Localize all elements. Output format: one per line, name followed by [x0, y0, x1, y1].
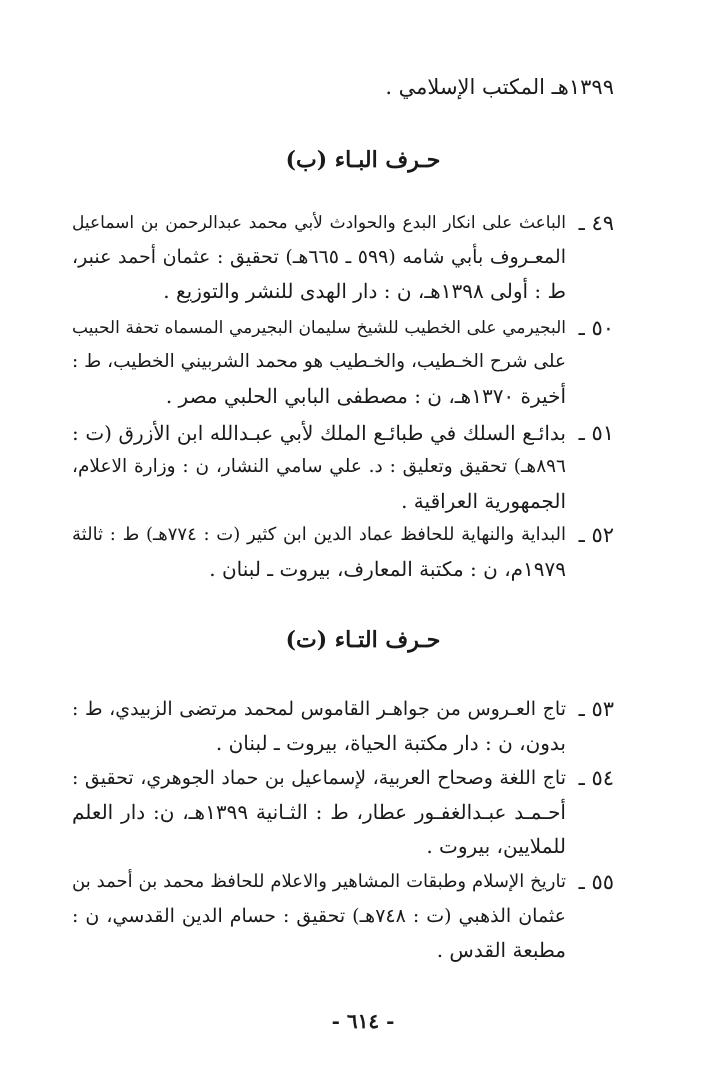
entry-line: تاريخ الإسلام وطبقات المشاهير والاعلام للحافظ محمد بن أحمد بن — [72, 871, 566, 892]
entry-number: ٤٩ ـ — [578, 211, 614, 235]
entry-line: البجيرمي على الخطيب للشيخ سليمان البجيرمي المسماه تحفة الحبيب — [72, 318, 566, 338]
page-number: - ٦١٤ - — [331, 1009, 395, 1033]
entry-number: ٥٢ ـ — [578, 523, 614, 547]
entry-line: تاج العـروس من جواهـر القاموس لمحمد مرتضى الزبيدي، ط : — [72, 698, 566, 720]
entry-text — [72, 694, 566, 762]
entry-text — [72, 763, 566, 865]
entry-line: الجمهورية العراقية . — [401, 489, 566, 513]
entry-line: ٨٩٦هـ) تحقيق وتعليق : د. علي سامي النشار، ن : وزارة الاعلام، — [72, 456, 566, 477]
entry-line: عثمان الذهبي (ت : ٧٤٨هـ) تحقيق : حسام الدين القدسي، ن : — [72, 905, 566, 927]
entry-line: بدون، ن : دار مكتبة الحياة، بيروت ـ لبنان . — [215, 731, 566, 755]
entry-line: تاج اللغة وصحاح العربية، لإسماعيل بن حماد الجوهري، تحقيق : — [72, 767, 566, 789]
entry-line: للملايين، بيروت . — [426, 834, 566, 858]
continuation-line: ١٣٩٩هـ المكتب الإسلامي . — [385, 75, 614, 99]
entry-line: البداية والنهاية للحافظ عماد الدين ابن كثير (ت : ٧٧٤هـ) ط : ثالثة — [72, 524, 566, 545]
section-heading-ta: حـرف التـاء (ت) — [285, 627, 441, 653]
entry-text — [72, 520, 566, 588]
entry-line: مطبعة القدس . — [436, 938, 566, 962]
entry-line: الباعث على انكار البدع والحوادث لأبي محمد عبدالرحمن بن اسماعيل — [72, 213, 566, 233]
entry-text — [72, 313, 566, 415]
entry-number: ٥٠ ـ — [578, 316, 614, 340]
section-heading-ba: حـرف البـاء (ب) — [285, 147, 441, 173]
entry-text — [72, 418, 566, 520]
entry-line: أحـمـد عبـدالغفـور عطار، ط : الثـانية ١٣٩٩هـ، ن: دار العلم — [72, 800, 566, 824]
entry-number: ٥٥ ـ — [578, 870, 614, 894]
entry-number: ٥٣ ـ — [578, 697, 614, 721]
entry-number: ٥٤ ـ — [578, 766, 614, 790]
entry-line: ط : أولى ١٣٩٨هـ، ن : دار الهدى للنشر والتوزيع . — [163, 279, 566, 303]
entry-line: على شرح الخـطيب، والخـطيب هو محمد الشربيني الخطيب، ط : — [72, 351, 566, 372]
entry-line: ١٩٧٩م، ن : مكتبة المعارف، بيروت ـ لبنان . — [209, 557, 566, 581]
entry-line: بدائـع السلك في طبائـع الملك لأبي عبـدالله ابن الأزرق (ت : — [72, 421, 566, 445]
entry-text — [72, 208, 566, 310]
entry-line: المعـروف بأبي شامه (٥٩٩ ـ ٦٦٥هـ) تحقيق : عثمان أحمد عنبر، — [72, 246, 566, 268]
entry-number: ٥١ ـ — [578, 421, 614, 445]
entry-line: أخيرة ١٣٧٠هـ، ن : مصطفى البابي الحلبي مصر . — [165, 384, 566, 408]
entry-text — [72, 867, 566, 969]
